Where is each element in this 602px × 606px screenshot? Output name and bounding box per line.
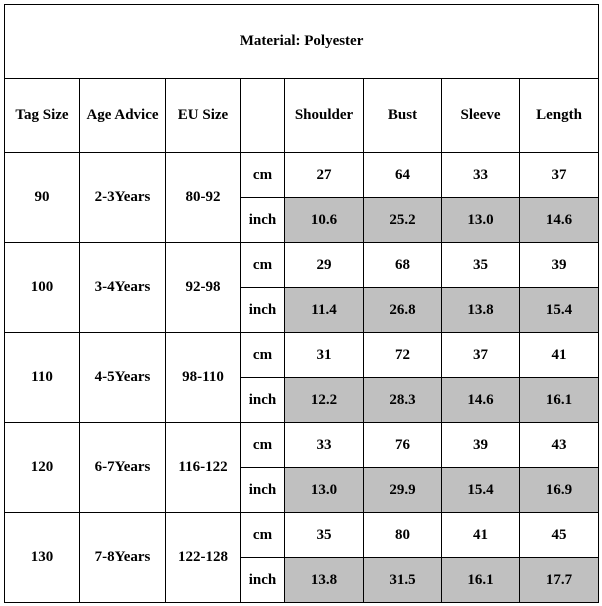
length-inch-cell: 15.4	[520, 288, 599, 333]
tag-size-cell: 130	[5, 513, 80, 603]
table-row	[5, 513, 599, 558]
length-inch-cell: 16.9	[520, 468, 599, 513]
eu-size-cell: 116-122	[166, 423, 241, 513]
header-row	[5, 79, 599, 153]
eu-size-cell: 80-92	[166, 153, 241, 243]
size-chart-table	[4, 4, 599, 603]
unit-cm-cell: cm	[241, 333, 285, 378]
sleeve-cm-cell: 37	[442, 333, 520, 378]
unit-inch-cell: inch	[241, 468, 285, 513]
shoulder-cm-cell: 33	[285, 423, 364, 468]
table-row	[5, 243, 599, 288]
eu-size-cell: 98-110	[166, 333, 241, 423]
length-cm-cell: 45	[520, 513, 599, 558]
eu-size-cell: 122-128	[166, 513, 241, 603]
table-row	[5, 153, 599, 198]
age-advice-cell: 2-3Years	[80, 153, 166, 243]
shoulder-inch-cell: 13.8	[285, 558, 364, 603]
length-cm-cell: 39	[520, 243, 599, 288]
bust-cm-cell: 76	[364, 423, 442, 468]
bust-inch-cell: 28.3	[364, 378, 442, 423]
unit-cm-cell: cm	[241, 153, 285, 198]
length-inch-cell: 14.6	[520, 198, 599, 243]
shoulder-cm-cell: 29	[285, 243, 364, 288]
age-advice-cell: 6-7Years	[80, 423, 166, 513]
tag-size-cell: 100	[5, 243, 80, 333]
table-row	[5, 423, 599, 468]
unit-cm-cell: cm	[241, 513, 285, 558]
bust-inch-cell: 26.8	[364, 288, 442, 333]
sleeve-cm-cell: 33	[442, 153, 520, 198]
age-advice-cell: 4-5Years	[80, 333, 166, 423]
header-unit	[241, 79, 285, 153]
sleeve-cm-cell: 35	[442, 243, 520, 288]
shoulder-cm-cell: 31	[285, 333, 364, 378]
header-eu-size: EU Size	[166, 79, 241, 153]
table-title: Material: Polyester	[5, 5, 599, 79]
bust-inch-cell: 25.2	[364, 198, 442, 243]
bust-cm-cell: 64	[364, 153, 442, 198]
unit-inch-cell: inch	[241, 288, 285, 333]
table-body	[5, 5, 599, 603]
unit-cm-cell: cm	[241, 243, 285, 288]
table-row	[5, 333, 599, 378]
eu-size-cell: 92-98	[166, 243, 241, 333]
shoulder-inch-cell: 11.4	[285, 288, 364, 333]
bust-cm-cell: 80	[364, 513, 442, 558]
sleeve-cm-cell: 39	[442, 423, 520, 468]
length-cm-cell: 41	[520, 333, 599, 378]
unit-cm-cell: cm	[241, 423, 285, 468]
sleeve-inch-cell: 14.6	[442, 378, 520, 423]
header-length: Length	[520, 79, 599, 153]
unit-inch-cell: inch	[241, 198, 285, 243]
header-tag-size: Tag Size	[5, 79, 80, 153]
header-shoulder: Shoulder	[285, 79, 364, 153]
title-row	[5, 5, 599, 79]
sleeve-inch-cell: 13.8	[442, 288, 520, 333]
shoulder-inch-cell: 10.6	[285, 198, 364, 243]
shoulder-cm-cell: 27	[285, 153, 364, 198]
tag-size-cell: 90	[5, 153, 80, 243]
length-cm-cell: 37	[520, 153, 599, 198]
length-inch-cell: 17.7	[520, 558, 599, 603]
length-inch-cell: 16.1	[520, 378, 599, 423]
header-age-advice: Age Advice	[80, 79, 166, 153]
sleeve-cm-cell: 41	[442, 513, 520, 558]
length-cm-cell: 43	[520, 423, 599, 468]
sleeve-inch-cell: 15.4	[442, 468, 520, 513]
bust-inch-cell: 31.5	[364, 558, 442, 603]
shoulder-inch-cell: 13.0	[285, 468, 364, 513]
bust-cm-cell: 72	[364, 333, 442, 378]
sleeve-inch-cell: 16.1	[442, 558, 520, 603]
age-advice-cell: 3-4Years	[80, 243, 166, 333]
unit-inch-cell: inch	[241, 558, 285, 603]
bust-inch-cell: 29.9	[364, 468, 442, 513]
bust-cm-cell: 68	[364, 243, 442, 288]
sleeve-inch-cell: 13.0	[442, 198, 520, 243]
shoulder-cm-cell: 35	[285, 513, 364, 558]
shoulder-inch-cell: 12.2	[285, 378, 364, 423]
tag-size-cell: 120	[5, 423, 80, 513]
header-bust: Bust	[364, 79, 442, 153]
unit-inch-cell: inch	[241, 378, 285, 423]
tag-size-cell: 110	[5, 333, 80, 423]
age-advice-cell: 7-8Years	[80, 513, 166, 603]
header-sleeve: Sleeve	[442, 79, 520, 153]
